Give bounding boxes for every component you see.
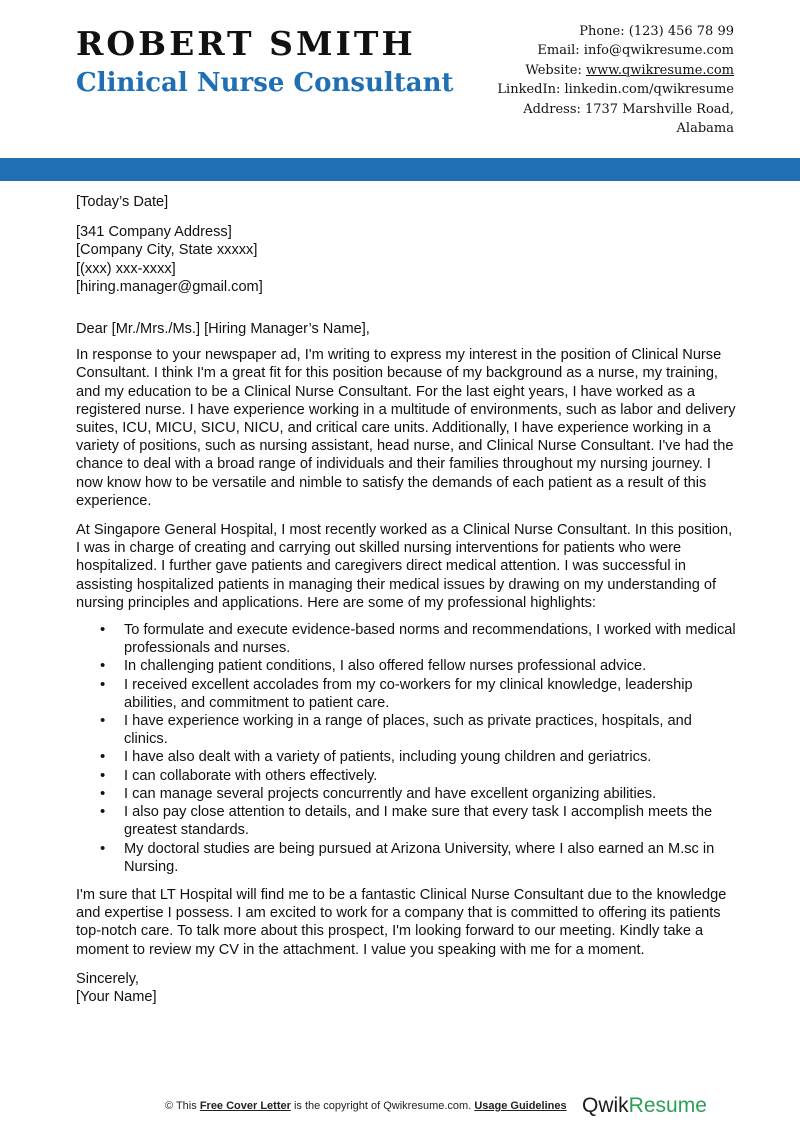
contact-phone: Phone: (123) 456 78 99 xyxy=(579,24,734,39)
address-line: [(xxx) xxx-xxxx] xyxy=(76,260,176,277)
logo-text-resume: Resume xyxy=(628,1094,707,1117)
greeting: Dear [Mr./Mrs./Ms.] [Hiring Manager’s Name], xyxy=(76,321,370,338)
body-paragraph-1: In response to your newspaper ad, I'm writing to express my interest in the position of Clinical Nurse Consultant. I think I'm a great fit for this position because of my background as a nurse, my training, and my education to be a Clinical Nurse Consultant. For the last eight years, I have worked as a registered nurse. I have experience working in a multitude of environments, such as labor and delivery suites, ICU, MICU, SICU, NICU, and critical care units. Additionally, I have experience working in a variety of positions, such as nursing assistant, head nurse, and Clinical Nurse Consultant. I've had the chance to deal with a broad range of individuals and their families throughout my nursing journey. I now know how to be versatile and nimble to satisfy the demands of each patient as a result of this experience. xyxy=(76,347,736,509)
copyright-notice xyxy=(165,1100,567,1112)
accent-divider-bar xyxy=(0,158,800,181)
closing-paragraph: I'm sure that LT Hospital will find me to be a fantastic Clinical Nurse Consultant due to the knowledge and expertise I possess. I am excited to work for a company that is committed to offering its patients top-notch care. To talk more about this prospect, I'm looking forward to our meeting. Kindly take a moment to review my CV in the attachment. I value you speaking with me for a moment. xyxy=(76,886,727,958)
address-line: [Company City, State xxxxx] xyxy=(76,242,258,259)
highlight-item: • I received excellent accolades from my co-workers for my clinical knowledge, leadership abilities, and commitment to patient care. xyxy=(124,676,736,712)
qwikresume-logo xyxy=(582,1094,707,1118)
letter-date: [Today’s Date] xyxy=(76,194,169,210)
contact-website-label: Website: xyxy=(525,62,586,78)
free-cover-letter-link[interactable]: Free Cover Letter xyxy=(199,1100,291,1112)
copyright-middle: is the copyright of Qwikresume.com. xyxy=(290,1100,475,1112)
highlight-item: • My doctoral studies are being pursued at Arizona University, where I also earned an M.sc in Nursing. xyxy=(124,840,736,876)
candidate-name: ROBERT SMITH xyxy=(76,24,416,63)
job-title: Clinical Nurse Consultant xyxy=(76,68,454,98)
website-link[interactable]: www.qwikresume.com xyxy=(586,62,734,78)
signature-name: [Your Name] xyxy=(76,988,157,1005)
contact-email: Email: info@qwikresume.com xyxy=(537,43,734,59)
highlight-item: • I have also dealt with a variety of patients, including young children and geriatrics. xyxy=(124,748,736,766)
address-line: [hiring.manager@gmail.com] xyxy=(76,278,263,295)
body-paragraph-2: At Singapore General Hospital, I most recently worked as a Clinical Nurse Consultant. In this position, I was in charge of creating and carrying out skilled nursing interventions for patients who were hospitalized. I further gave patients and caregivers direct medical attention. I was successful in assisting hospitalized patients in managing their medical issues by drawing on my understanding of nursing principles and applications. Here are some of my professional highlights: xyxy=(76,522,733,611)
recipient-address xyxy=(76,223,736,296)
highlight-item: • I have experience working in a range of places, such as private practices, hospitals, and clinics. xyxy=(124,712,736,748)
resume-header xyxy=(0,0,800,158)
contact-address: Address: 1737 Marshville Road, Alabama xyxy=(523,101,734,137)
copyright-prefix: © This xyxy=(165,1100,200,1112)
contact-website xyxy=(474,61,734,80)
letter-body xyxy=(76,193,736,1006)
highlight-item: • I also pay close attention to details, and I make sure that every task I accomplish meets the greatest standards. xyxy=(124,803,736,839)
logo-text-qwik: Qwik xyxy=(582,1094,629,1117)
contact-linkedin: LinkedIn: linkedin.com/qwikresume xyxy=(497,82,734,98)
highlight-item: • To formulate and execute evidence-based norms and recommendations, I worked with medical professionals and nurses. xyxy=(124,621,736,657)
contact-block xyxy=(474,22,734,138)
highlight-item: • I can collaborate with others effectively. xyxy=(124,767,736,785)
highlight-item: • I can manage several projects concurrently and have excellent organizing abilities. xyxy=(124,785,736,803)
highlight-item: • In challenging patient conditions, I also offered fellow nurses professional advice. xyxy=(124,657,736,675)
page-footer xyxy=(0,1090,800,1130)
usage-guidelines-link[interactable]: Usage Guidelines xyxy=(474,1100,567,1112)
highlights-list xyxy=(76,621,736,876)
address-line: [341 Company Address] xyxy=(76,224,232,241)
sign-off: Sincerely, xyxy=(76,970,139,987)
